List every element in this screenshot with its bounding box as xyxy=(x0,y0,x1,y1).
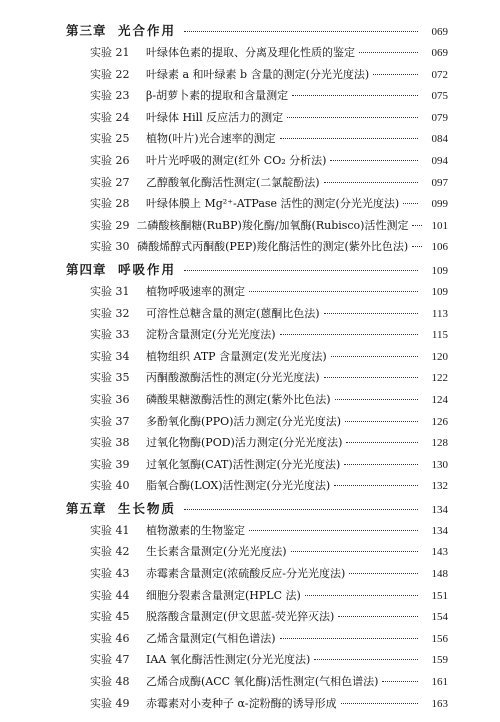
dot-leader xyxy=(184,31,418,32)
dot-leader xyxy=(373,74,418,75)
experiment-title: 脂氧合酶(LOX)活性测定(分光光度法) xyxy=(146,479,331,493)
experiment-number: 实验 39 xyxy=(90,457,130,471)
experiment-number: 实验 49 xyxy=(90,696,130,710)
experiment-title: 乙烯含量测定(气相色谱法) xyxy=(146,631,276,645)
experiment-number: 实验 40 xyxy=(90,479,130,493)
page-number: 134 xyxy=(431,503,448,516)
toc-entry-row[interactable] xyxy=(60,64,448,86)
page-number: 120 xyxy=(431,350,448,363)
experiment-title: 磷酸烯醇式丙酮酸(PEP)羧化酶活性的测定(紫外比色法) xyxy=(137,240,409,254)
experiment-number: 实验 43 xyxy=(90,567,130,581)
page-number: 161 xyxy=(431,676,448,689)
experiment-title: 细胞分裂素含量测定(HPLC 法) xyxy=(146,588,301,602)
experiment-number: 实验 21 xyxy=(90,46,130,59)
page-number: 134 xyxy=(431,524,448,537)
chapter-title: 呼吸作用 xyxy=(118,261,177,277)
table-of-contents xyxy=(60,19,448,714)
dot-leader xyxy=(412,246,422,247)
page-number: 156 xyxy=(431,632,448,645)
chapter-title: 生长物质 xyxy=(118,500,177,516)
experiment-title: IAA 氧化酶活性测定(分光光度法) xyxy=(146,653,311,667)
experiment-title: 过氧化物酶(POD)活力测定(分光光度法) xyxy=(146,436,343,450)
experiment-number: 实验 29 xyxy=(90,218,130,232)
toc-entry-row[interactable] xyxy=(60,520,448,542)
experiment-title: 可溶性总糖含量的测定(蒽酮比色法) xyxy=(146,306,320,320)
page-number: 109 xyxy=(431,264,448,277)
chapter-number: 第五章 xyxy=(66,500,107,516)
dot-leader xyxy=(346,442,418,443)
dot-leader xyxy=(331,356,418,357)
dot-leader xyxy=(287,117,418,118)
toc-chapter-row[interactable] xyxy=(60,19,448,42)
toc-entry-row[interactable] xyxy=(60,606,448,628)
chapter-title: 光合作用 xyxy=(118,23,177,38)
toc-entry-row[interactable] xyxy=(60,150,448,172)
experiment-title: 叶绿体色素的提取、分离及理化性质的鉴定 xyxy=(146,46,355,59)
dot-leader xyxy=(324,377,418,378)
toc-entry-row[interactable] xyxy=(60,541,448,563)
page-number: 154 xyxy=(431,611,448,624)
experiment-number: 实验 28 xyxy=(90,197,130,211)
toc-entry-row[interactable] xyxy=(60,671,448,693)
experiment-number: 实验 42 xyxy=(90,545,130,559)
experiment-number: 实验 34 xyxy=(90,349,130,363)
experiment-number: 实验 47 xyxy=(90,653,130,667)
page-number: 069 xyxy=(431,26,448,38)
dot-leader xyxy=(403,203,418,204)
experiment-title: 二磷酸核酮糖(RuBP)羧化酶/加氧酶(Rubisco)活性测定 xyxy=(136,218,409,232)
experiment-number: 实验 30 xyxy=(90,240,130,254)
experiment-number: 实验 37 xyxy=(90,414,130,428)
experiment-title: 过氧化氢酶(CAT)活性测定(分光光度法) xyxy=(146,457,341,471)
toc-entry-row[interactable] xyxy=(60,411,448,433)
experiment-title: 叶绿体膜上 Mg²⁺-ATPase 活性的测定(分光光度法) xyxy=(146,197,400,211)
dot-leader xyxy=(338,616,418,617)
page-number: 124 xyxy=(431,393,448,406)
toc-entry-row[interactable] xyxy=(60,432,448,454)
dot-leader xyxy=(412,225,422,226)
experiment-number: 实验 25 xyxy=(90,132,130,146)
page-number: 148 xyxy=(431,568,448,581)
page-number: 094 xyxy=(431,154,448,167)
dot-leader xyxy=(280,138,418,139)
toc-entry-row[interactable] xyxy=(60,42,448,64)
experiment-title: 脱落酸含量测定(伊文思蓝-荧光猝灭法) xyxy=(146,610,335,624)
toc-entry-row[interactable] xyxy=(60,563,448,585)
experiment-number: 实验 26 xyxy=(90,153,130,167)
chapter-number: 第四章 xyxy=(66,261,107,277)
experiment-title: β-胡萝卜素的提取和含量测定 xyxy=(146,89,289,103)
dot-leader xyxy=(249,291,418,292)
toc-entry-row[interactable] xyxy=(60,475,448,497)
toc-entry-row[interactable] xyxy=(60,367,448,389)
toc-chapter-row[interactable] xyxy=(60,258,448,281)
dot-leader xyxy=(359,52,418,53)
dot-leader xyxy=(349,573,418,574)
toc-entry-row[interactable] xyxy=(60,389,448,411)
experiment-number: 实验 44 xyxy=(90,588,130,602)
dot-leader xyxy=(334,485,418,486)
experiment-title: 叶绿素 a 和叶绿素 b 含量的测定(分光光度法) xyxy=(146,67,370,81)
experiment-title: 植物组织 ATP 含量测定(发光光度法) xyxy=(146,349,327,363)
dot-leader xyxy=(291,551,418,552)
experiment-title: 丙酮酸激酶活性的测定(分光光度法) xyxy=(146,371,320,385)
page-number: 097 xyxy=(431,176,448,189)
toc-entry-row[interactable] xyxy=(60,193,448,215)
toc-entry-row[interactable] xyxy=(60,324,448,346)
page-number: 109 xyxy=(431,285,448,298)
page-number: 113 xyxy=(431,307,448,320)
chapter-number: 第三章 xyxy=(66,23,107,38)
experiment-number: 实验 31 xyxy=(90,284,130,298)
experiment-title: 磷酸果糖激酶活性的测定(紫外比色法) xyxy=(146,392,331,406)
experiment-number: 实验 45 xyxy=(90,610,130,624)
experiment-number: 实验 32 xyxy=(90,306,130,320)
toc-entry-row[interactable] xyxy=(60,454,448,476)
experiment-title: 叶片光呼吸的测定(红外 CO₂ 分析法) xyxy=(146,153,327,167)
dot-leader xyxy=(184,270,418,271)
dot-leader xyxy=(335,399,418,400)
experiment-title: 赤霉素含量测定(浓硫酸反应-分光光度法) xyxy=(146,567,346,581)
experiment-title: 植物激素的生物鉴定 xyxy=(146,523,245,537)
toc-entry-row[interactable] xyxy=(60,172,448,194)
page-number: 101 xyxy=(431,219,448,232)
dot-leader xyxy=(382,681,418,682)
toc-entry-row[interactable] xyxy=(60,281,448,303)
toc-entry-row[interactable] xyxy=(60,85,448,107)
experiment-number: 实验 35 xyxy=(90,371,130,385)
page-number: 128 xyxy=(431,437,448,450)
page-number: 084 xyxy=(431,133,448,146)
experiment-title: 淀粉含量测定(分光光度法) xyxy=(146,328,276,342)
experiment-title: 赤霉素对小麦种子 α-淀粉酶的诱导形成 xyxy=(146,696,337,710)
dot-leader xyxy=(280,638,418,639)
experiment-number: 实验 48 xyxy=(90,675,130,689)
dot-leader xyxy=(344,464,418,465)
experiment-number: 实验 33 xyxy=(90,328,130,342)
page-number: 075 xyxy=(431,90,448,103)
page-number: 126 xyxy=(431,415,448,428)
experiment-number: 实验 36 xyxy=(90,392,130,406)
page-number: 151 xyxy=(431,589,448,602)
dot-leader xyxy=(324,182,418,183)
toc-entry-row[interactable] xyxy=(60,107,448,129)
page-number: 163 xyxy=(431,697,448,710)
dot-leader xyxy=(184,509,418,510)
toc-entry-row[interactable] xyxy=(60,693,448,715)
page-number: 130 xyxy=(431,458,448,471)
page-number: 143 xyxy=(431,546,448,559)
dot-leader xyxy=(249,530,418,531)
dot-leader xyxy=(324,313,418,314)
page-number: 069 xyxy=(431,47,448,59)
toc-entry-row[interactable] xyxy=(60,628,448,650)
experiment-number: 实验 22 xyxy=(90,67,130,81)
experiment-number: 实验 41 xyxy=(90,523,130,537)
experiment-number: 实验 23 xyxy=(90,89,130,103)
page-number: 072 xyxy=(431,68,448,81)
toc-entry-row[interactable] xyxy=(60,649,448,671)
dot-leader xyxy=(292,95,418,96)
toc-entry-row[interactable] xyxy=(60,585,448,607)
experiment-title: 乙醇酸氧化酶活性测定(二氯靛酚法) xyxy=(146,175,320,189)
experiment-title: 生长素含量测定(分光光度法) xyxy=(146,545,287,559)
experiment-number: 实验 24 xyxy=(90,110,130,124)
dot-leader xyxy=(314,659,418,660)
experiment-number: 实验 46 xyxy=(90,631,130,645)
page-number: 132 xyxy=(431,480,448,493)
page-number: 122 xyxy=(431,372,448,385)
experiment-title: 乙烯合成酶(ACC 氧化酶)活性测定(气相色谱法) xyxy=(146,675,379,689)
toc-entry-row[interactable] xyxy=(60,303,448,325)
experiment-title: 多酚氧化酶(PPO)活力测定(分光光度法) xyxy=(146,414,341,428)
page-number: 115 xyxy=(431,329,448,342)
page-number: 106 xyxy=(431,241,448,254)
toc-entry-row[interactable] xyxy=(60,215,448,237)
page-number: 159 xyxy=(431,654,448,667)
dot-leader xyxy=(341,703,418,704)
experiment-number: 实验 38 xyxy=(90,436,130,450)
toc-entry-row[interactable] xyxy=(60,346,448,368)
experiment-title: 植物呼吸速率的测定 xyxy=(146,284,245,298)
experiment-title: 叶绿体 Hill 反应活力的测定 xyxy=(146,110,284,124)
toc-entry-row[interactable] xyxy=(60,236,448,258)
page-number: 079 xyxy=(431,111,448,124)
toc-chapter-row[interactable] xyxy=(60,497,448,520)
dot-leader xyxy=(345,421,418,422)
dot-leader xyxy=(330,160,418,161)
dot-leader xyxy=(305,595,418,596)
toc-entry-row[interactable] xyxy=(60,128,448,150)
experiment-number: 实验 27 xyxy=(90,175,130,189)
page-number: 099 xyxy=(431,198,448,211)
experiment-title: 植物(叶片)光合速率的测定 xyxy=(146,132,276,146)
dot-leader xyxy=(280,334,418,335)
